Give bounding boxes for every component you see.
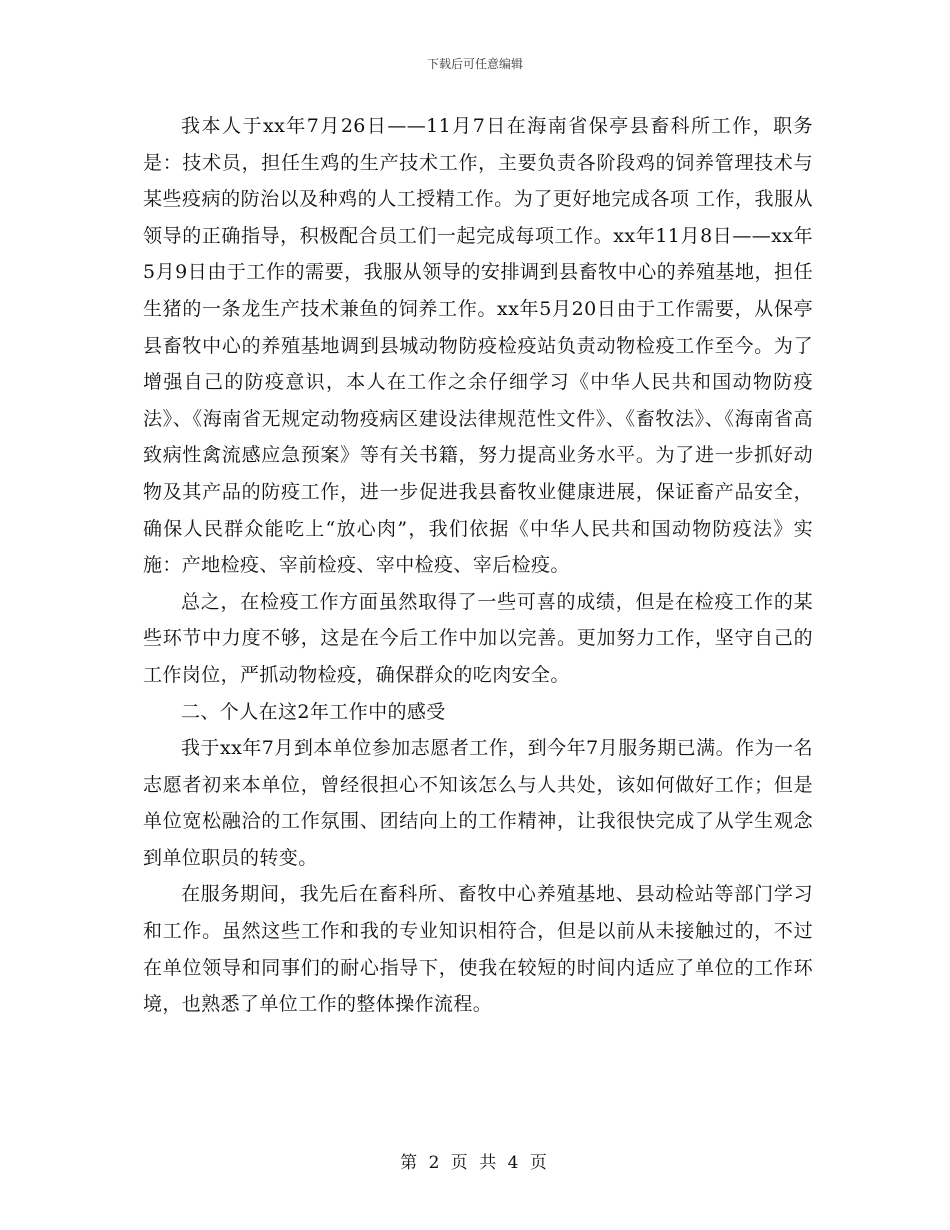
paragraph-summary: 总之，在检疫工作方面虽然取得了一些可喜的成绩，但是在检疫工作的某些环节中力度不够，这是在今后工作中加以完善。更加努力工作，坚守自己的工作岗位，严抓动物检疫，确保群众的吃肉安全。 (143, 590, 813, 686)
paragraph-work-history: 我本人于xx年7月26日——11月7日在海南省保亭县畜科所工作，职务是：技术员，担任生鸡的生产技术工作，主要负责各阶段鸡的饲养管理技术与某些疫病的防治以及种鸡的人工授精工作。为了更好地完成各项 工作，我服从领导的正确指导，积极配合员工们一起完成每项工作。xx年11月8日——xx年5月9日由于工作的需要，我服从领导的安排调到县畜牧中心的养殖基地，担任生猪的一条龙生产技术兼鱼的饲养工作。xx年5月20日由于工作需要，从保亭县畜牧中心的养殖基地调到县城动物防疫检疫站负责动物检疫工作至今。为了增强自己的防疫意识，本人在工作之余仔细学习《中华人民共和国动物防疫法》、《海南省无规定动物疫病区建设法律规范性文件》、《畜牧法》、《海南省高致病性禽流感应急预案》等有关书籍，努力提高业务水平。为了进一步抓好动物及其产品的防疫工作，进一步促进我县畜牧业健康进展，保证畜产品安全，确保人民群众能吃上“放心肉”，我们依据《中华人民共和国动物防疫法》实施：产地检疫、宰前检疫、宰中检疫、宰后检疫。 (143, 115, 813, 577)
paragraph-volunteer: 我于xx年7月到本单位参加志愿者工作，到今年7月服务期已满。作为一名志愿者初来本单位，曾经很担心不知该怎么与人共处，该如何做好工作；但是单位宽松融洽的工作氛围、团结向上的工作精神，让我很快完成了从学生观念到单位职员的转变。 (143, 737, 813, 869)
document-body (143, 108, 813, 1023)
page-header: 下载后可任意编辑 (426, 57, 523, 71)
page-number: 第 2 页 共 4 页 (400, 1153, 550, 1173)
paragraph-service-period: 在服务期间，我先后在畜科所、畜牧中心养殖基地、县动检站等部门学习和工作。虽然这些工作和我的专业知识相符合，但是以前从未接触过的，不过在单位领导和同事们的耐心指导下，使我在较短的时间内适应了单位的工作环境，也熟悉了单位工作的整体操作流程。 (143, 883, 813, 1016)
section-heading: 二、个人在这2年工作中的感受 (181, 700, 446, 723)
